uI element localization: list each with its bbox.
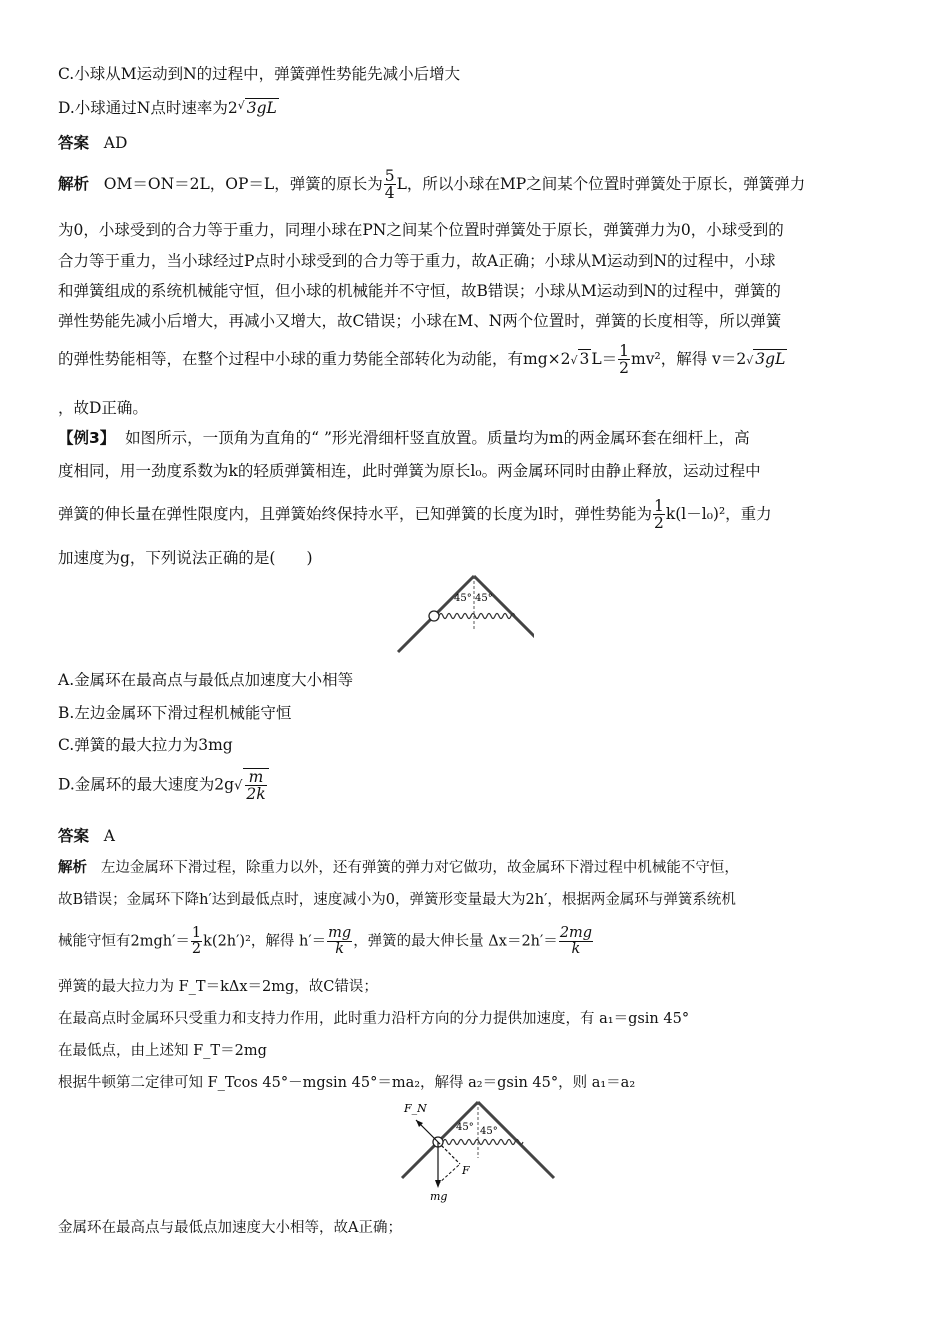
fraction	[384, 168, 396, 202]
analysis-text: OM＝ON＝2L，OP＝L，弹簧的原长为	[103, 174, 383, 193]
analysis-line-4: 弹簧的最大拉力为 F_T＝kΔx＝2mg，故C错误；	[58, 979, 378, 995]
angle-label-left: 45°	[456, 1122, 474, 1133]
option-c: C.小球从M运动到N的过程中，弹簧弹性势能先减小后增大	[58, 65, 461, 83]
example-line-2: 度相同，用一劲度系数为k的轻质弹簧相连，此时弹簧为原长l₀。两金属环同时由静止释放，运动过程中	[58, 462, 761, 480]
left-ring	[429, 611, 439, 621]
sqrt-value: 3gL	[755, 349, 786, 368]
fraction-den: 2	[619, 359, 630, 378]
fraction-num: 5	[384, 167, 395, 185]
option-a: A.金属环在最高点与最低点加速度大小相等	[58, 671, 354, 689]
fraction-den: 4	[384, 184, 395, 203]
fraction-num: m	[245, 769, 266, 786]
analysis-line-5: 在最高点时金属环只受重力和支持力作用，此时重力沿杆方向的分力提供加速度，有 a₁＝gsin 45°	[58, 1011, 690, 1027]
analysis-text: 的弹性势能相等，在整个过程中小球的重力势能全部转化为动能，有mg×2	[58, 349, 571, 368]
analysis-text: 左边金属环下滑过程，除重力以外，还有弹簧的弹力对它做功，故金属环下滑过程中机械能不守恒，	[100, 860, 739, 876]
answer-value: A	[103, 827, 115, 845]
fraction	[653, 498, 665, 532]
analysis-line-5: 弹性势能先减小后增大，再减小又增大，故C错误；小球在M、N两个位置时，弹簧的长度相等，所以弹簧	[58, 312, 782, 330]
analysis-line-4: 和弹簧组成的系统机械能守恒，但小球的机械能并不守恒，故B错误；小球从M运动到N的过程中，弹簧的	[58, 282, 781, 300]
fraction	[327, 926, 352, 957]
fraction	[559, 926, 593, 957]
angle-label-right: 45°	[480, 1126, 498, 1137]
example-text: k(l－l₀)²，重力	[665, 504, 772, 523]
sqrt-value: 3	[579, 349, 590, 368]
fraction-num: 1	[619, 342, 630, 360]
option-d-text: D.小球通过N点时速率为2	[58, 99, 238, 117]
example-line-3	[58, 498, 772, 532]
analysis-line-6: 在最低点，由上述知 F_T＝2mg	[58, 1043, 267, 1059]
parallelogram-line	[438, 1164, 460, 1184]
analysis-line-2: 故B错误；金属环下降h′达到最低点时，速度减小为0，弹簧形变量最大为2h′，根据两金属环与弹簧系统机	[58, 892, 736, 908]
angle-label-right: 45°	[475, 593, 493, 604]
example-text: 如图所示，一顶角为直角的“ ”形光滑细杆竖直放置。质量均为m的两金属环套在细杆上，高	[125, 429, 750, 447]
fraction-den: 2	[653, 514, 664, 533]
example-text: 弹簧的伸长量在弹性限度内，且弹簧始终保持水平，已知弹簧的长度为l时，弹性势能为	[58, 504, 652, 523]
fraction-den: 2	[191, 941, 202, 958]
fraction	[618, 343, 630, 377]
analysis-label: 解析	[58, 174, 90, 193]
analysis-line-6: 的弹性势能相等，在整个过程中小球的重力势能全部转化为动能，有mg×2√ 3 L＝ $\frac{1}{2}$ mv²，解得 v＝2√ 3gL	[58, 342, 786, 378]
option-d-root: 3gL	[246, 99, 277, 117]
analysis-text: L，所以小球在MP之间某个位置时弹簧处于原长，弹簧弹力	[396, 174, 806, 193]
fraction	[191, 926, 202, 957]
answer-row	[58, 824, 115, 846]
force-diagram-figure	[398, 1098, 558, 1204]
analysis-text: 械能守恒有2mgh′＝	[58, 933, 190, 950]
f-label: F	[462, 1164, 470, 1177]
analysis-line-1	[58, 168, 805, 202]
analysis-text: ，弹簧的最大伸长量 Δx＝2h′＝	[353, 933, 558, 950]
fraction-den: k	[335, 941, 345, 958]
example-line-1	[58, 426, 750, 448]
fraction-den: k	[571, 941, 581, 958]
answer-row	[58, 131, 127, 153]
analysis-line-3: 合力等于重力，当小球经过P点时小球受到的合力等于重力，故A正确；小球从M运动到N的过程中，小球	[58, 252, 776, 270]
option-c: C.弹簧的最大拉力为3mg	[58, 736, 233, 754]
answer-value: AD	[103, 134, 128, 152]
analysis-line-1	[58, 856, 739, 877]
analysis-line-2: 为0，小球受到的合力等于重力，同理小球在PN之间某个位置时弹簧处于原长，弹簧弹力为0，小球受到的	[58, 221, 784, 239]
fraction	[243, 768, 268, 803]
fraction-num: 2mg	[559, 925, 593, 941]
mg-label: mg	[430, 1190, 448, 1203]
option-d-text: D.金属环的最大速度为2g	[58, 775, 235, 794]
spring	[443, 1140, 523, 1145]
analysis-line-8: 金属环在最高点与最低点加速度大小相等，故A正确；	[58, 1220, 402, 1236]
fraction-num: 1	[653, 497, 664, 515]
example-line-4: 加速度为g，下列说法正确的是( )	[58, 549, 313, 567]
answer-label: 答案	[58, 827, 90, 845]
fraction-num: mg	[328, 925, 352, 941]
analysis-text: L＝	[591, 349, 618, 368]
analysis-text: k(2h′)²，解得 h′＝	[203, 933, 327, 950]
spring	[439, 614, 515, 619]
analysis-line-7: 根据牛顿第二定律可知 F_Tcos 45°－mgsin 45°＝ma₂，解得 a₂＝gsin 45°，则 a₁＝a₂	[58, 1075, 636, 1091]
fraction-num: 1	[191, 925, 202, 941]
fraction-den: 2k	[246, 785, 266, 804]
option-d: D.金属环的最大速度为2g√ $\frac{m}{2k}$	[58, 768, 270, 803]
rod-spring-figure	[394, 574, 534, 656]
analysis-text: mv²，解得 v＝2	[631, 349, 747, 368]
angle-label-left: 45°	[454, 593, 472, 604]
analysis-line-7: ，故D正确。	[58, 399, 148, 417]
analysis-label: 解析	[58, 860, 87, 876]
answer-label: 答案	[58, 134, 90, 152]
option-d: D.小球通过N点时速率为2√ 3gL	[58, 99, 277, 117]
option-b: B.左边金属环下滑过程机械能守恒	[58, 704, 292, 722]
analysis-line-3	[58, 926, 594, 957]
fn-label: F_N	[404, 1102, 427, 1115]
example-tag: 【例3】	[58, 429, 116, 447]
